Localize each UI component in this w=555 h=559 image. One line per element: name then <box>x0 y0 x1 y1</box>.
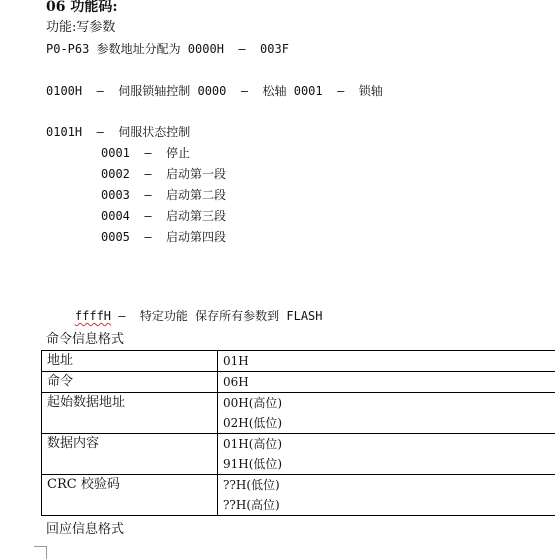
servo-state-item: 0003 – 启动第二段 <box>101 186 226 204</box>
servo-state-item: 0005 – 启动第四段 <box>101 228 226 246</box>
table-row <box>42 434 555 475</box>
save-flash-text: – 特定功能 保存所有参数到 FLASH <box>111 309 322 323</box>
row-label: CRC 校验码 <box>42 475 218 516</box>
row-value: 02H(低位) <box>223 413 555 433</box>
servo-state-item: 0002 – 启动第一段 <box>101 165 226 183</box>
row-label: 地址 <box>42 351 218 372</box>
command-format-table <box>41 350 555 516</box>
row-value: 01H <box>223 351 555 371</box>
servo-state-item: 0001 – 停止 <box>101 144 190 162</box>
response-format-heading: 回应信息格式 <box>46 521 124 539</box>
row-value: 91H(低位) <box>223 454 555 474</box>
command-format-heading: 命令信息格式 <box>46 331 124 349</box>
table-row <box>42 393 555 434</box>
spellcheck-flagged-word: ffffH <box>75 309 111 323</box>
text-boundary-corner-mark <box>34 546 47 559</box>
table-row <box>42 372 555 393</box>
table-row <box>42 351 555 372</box>
servo-state-control: 0101H – 伺服状态控制 <box>46 123 190 141</box>
param-address-range: P0-P63 参数地址分配为 0000H – 003F <box>46 40 289 58</box>
servo-state-item: 0004 – 启动第三段 <box>101 207 226 225</box>
row-value: ??H(高位) <box>223 495 555 515</box>
row-value: 00H(高位) <box>223 393 555 413</box>
function-description: 功能:写参数 <box>46 19 115 37</box>
row-label: 起始数据地址 <box>42 393 218 434</box>
row-label: 命令 <box>42 372 218 393</box>
table-row <box>42 475 555 516</box>
servo-lock-control: 0100H – 伺服锁轴控制 0000 – 松轴 0001 – 锁轴 <box>46 82 383 100</box>
row-value: 01H(高位) <box>223 434 555 454</box>
row-value: 06H <box>223 372 555 392</box>
row-value: ??H(低位) <box>223 475 555 495</box>
row-label: 数据内容 <box>42 434 218 475</box>
section-title: 06 功能码: <box>46 0 118 16</box>
